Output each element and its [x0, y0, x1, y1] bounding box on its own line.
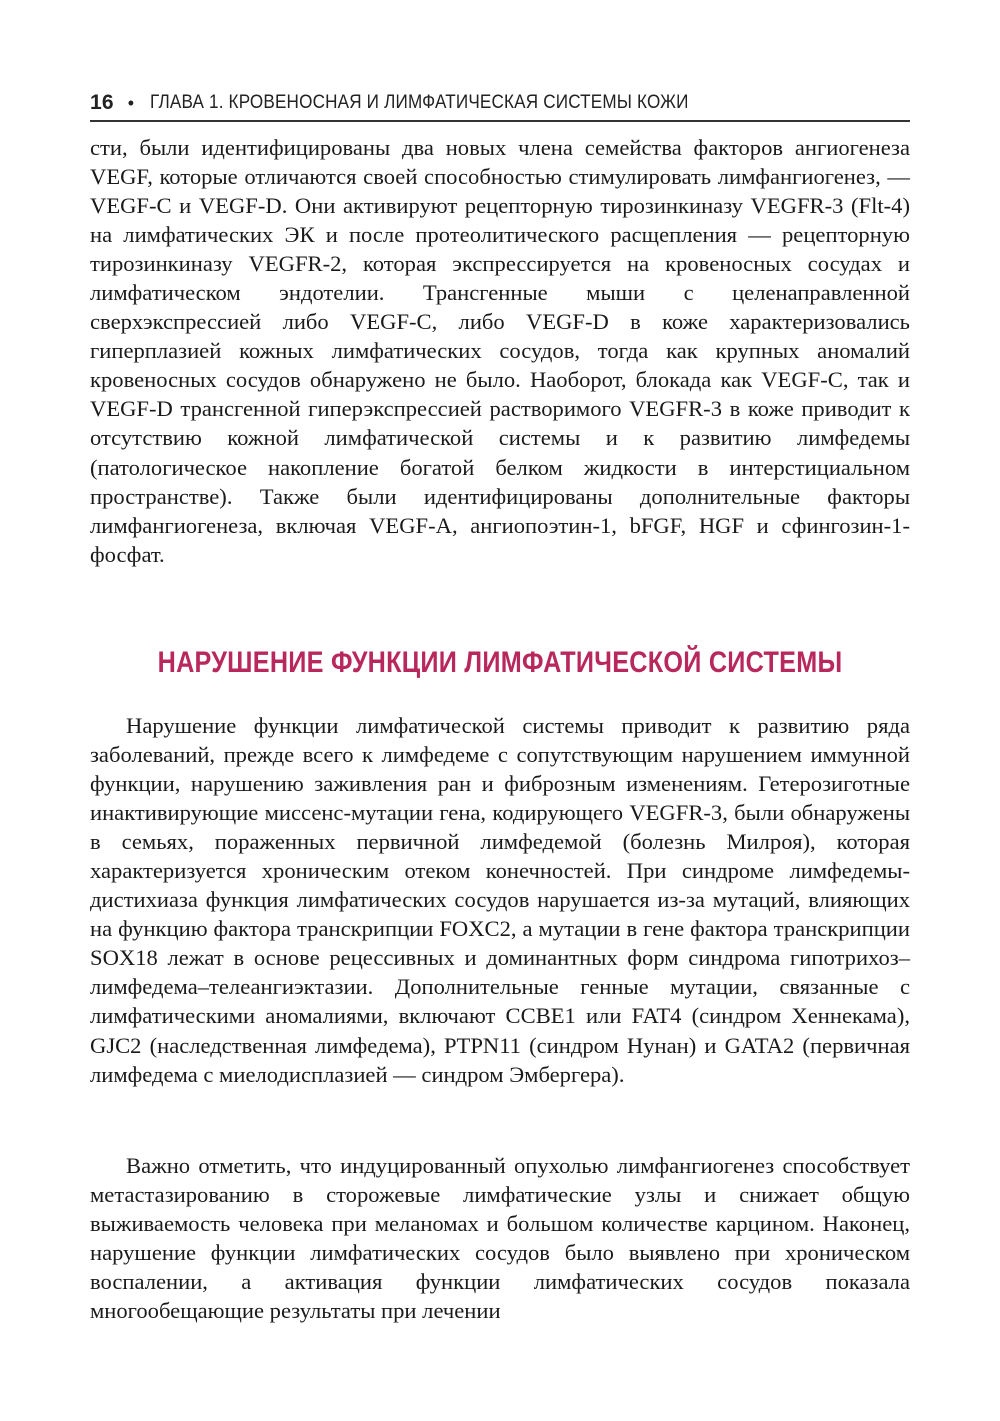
paragraph-1: сти, были идентифицированы два новых члена семейства факторов ангиогенеза VEGF, которые отличаются своей способностью стимулировать лимфангиогенез, — VEGF-C и VEGF-D. Они активируют рецепторную тирозинкиназу VEGFR-3 (Flt-4) на лимфатических ЭК и после протеолитического расщепления — рецепторную тирозинкиназу VEGFR-2, которая экспрессируется на кровеносных сосудах и лимфатическом эндотелии. Трансгенные мыши с целенаправленной сверхэкспрессией либо VEGF-C, либо VEGF-D в коже характеризовались гиперплазией кожных лимфатических сосудов, тогда как крупных аномалий кровеносных сосудов обнаружено не было. Наоборот, блокада как VEGF-C, так и VEGF-D трансгенной гиперэкспрессией растворимого VEGFR-3 в коже приводит к отсутствию кожной лимфатической системы и к развитию лимфедемы (патологическое накопление богатой белком жидкости в интерстициальном пространстве). Также были идентифицированы дополнительные факторы лимфангиогенеза, включая VEGF-A, ангиопоэтин-1, bFGF, HGF и сфингозин-1-фосфат.	[90, 135, 910, 567]
header-rule	[90, 120, 910, 122]
chapter-title: ГЛАВА 1. КРОВЕНОСНАЯ И ЛИМФАТИЧЕСКАЯ СИСТЕМЫ КОЖИ	[150, 92, 689, 113]
section-heading: НАРУШЕНИЕ ФУНКЦИИ ЛИМФАТИЧЕСКОЙ СИСТЕМЫ	[157, 646, 843, 679]
running-header	[90, 88, 910, 118]
paragraph-3: Важно отметить, что индуцированный опухолью лимфангиогенез способствует метастазированию в сторожевые лимфатические узлы и снижает общую выживаемость человека при меланомах и большом количестве карцином. Наконец, нарушение функции лимфатических сосудов было выявлено при хроническом воспалении, а активация функции лимфатических сосудов показала многообещающие результаты при лечении	[90, 1153, 910, 1324]
page-number: 16	[90, 91, 114, 114]
paragraph-2: Нарушение функции лимфатической системы приводит к развитию ряда заболеваний, прежде всего к лимфедеме с сопутствующим нарушением иммунной функции, нарушению заживления ран и фиброзным изменениям. Гетерозиготные инактивирующие миссенс-мутации гена, кодирующего VEGFR-3, были обнаружены в семьях, пораженных первичной лимфедемой (болезнь Милроя), которая характеризуется хроническим отеком конечностей. При синдроме лимфедемы-дистихиаза функция лимфатических сосудов нарушается из-за мутаций, влияющих на функцию фактора транскрипции FOXC2, а мутации в гене фактора транскрипции SOX18 лежат в основе рецессивных и доминантных форм синдрома гипотрихоз–лимфедема–телеангиэктазии. Дополнительные генные мутации, связанные с лимфатическими аномалиями, включают CCBE1 или FAT4 (синдром Хеннекама), GJC2 (наследственная лимфедема), PTPN11 (синдром Нунан) и GATA2 (первичная лимфедема с миелодисплазией — синдром Эмбергера).	[90, 713, 910, 1087]
header-bullet: •	[127, 92, 135, 113]
